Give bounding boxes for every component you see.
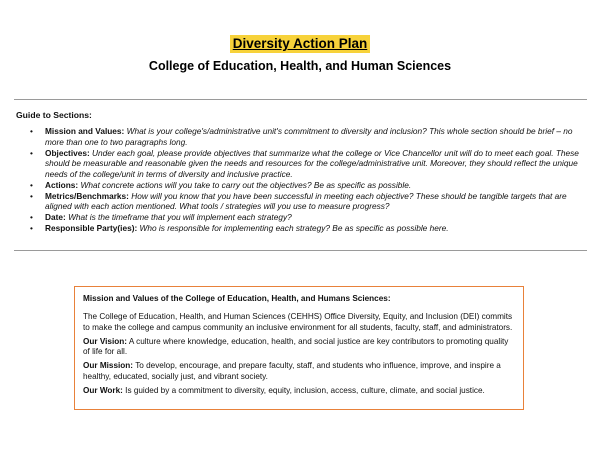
guide-item-responsible-parties [16,223,582,234]
mission-values-box [74,286,524,410]
mission-text: To develop, encourage, and prepare faculty, staff, and students who influence, improve, and inspire a healthy, educated, socially just, and vibrant society. [83,361,501,381]
guide-item-text: How will you know that you have been successful in meeting each objective? These should be tangible targets that are aligned with each action mentioned. What tools / strategies will you use to measure progress? [45,190,567,211]
guide-item-term: Date: [45,212,66,222]
mission-box-heading: Mission and Values of the College of Education, Health, and Humans Sciences: [83,294,391,303]
document-subtitle: College of Education, Health, and Human Sciences [148,59,452,73]
guide-item-objectives [16,148,582,180]
guide-item-term: Objectives: [45,147,90,158]
guide-item-term: Actions: [45,179,79,190]
guide-item-term: Metrics/Benchmarks: [45,190,129,201]
document-title: Diversity Action Plan [230,35,371,53]
mission-label: Our Mission: [83,361,134,371]
guide-item-mission-values [16,126,582,147]
guide-item-term: Responsible Party(ies): [45,223,138,233]
guide-item-date [16,212,582,223]
guide-item-actions [16,180,582,191]
guide-item-text: Under each goal, please provide objectives that summarize what the college or Vice Chancellor unit will do to meet each goal. These should be measurable and reasonable given the needs and resources for the college/administrative unit. Moreover, they should reflect the unique needs of the college/unit in terms of diversity and inclusive practice. [45,147,579,179]
vision-paragraph [83,337,515,358]
bullet-icon: • [30,147,33,158]
bullet-icon: • [30,223,33,233]
guide-item-text: What concrete actions will you take to carry out the objectives? Be as specific as possible. [80,179,412,190]
work-text: Is guided by a commitment to diversity, equity, inclusion, access, culture, climate, and social justice. [125,386,485,396]
title-wrap [0,35,600,53]
work-paragraph [83,386,515,396]
vision-label: Our Vision: [83,336,127,346]
bullet-icon: • [30,126,33,136]
bullet-icon: • [30,179,33,190]
mission-paragraph [83,361,515,382]
guide-item-text: What is your college's/administrative unit's commitment to diversity and inclusion? This whole section should be brief – no more than one to two paragraphs long. [45,126,573,147]
guide-item-text: Who is responsible for implementing each strategy? Be as specific as possible here. [139,223,449,233]
guide-item-metrics [16,191,582,212]
bottom-divider [14,250,587,251]
work-label: Our Work: [83,386,123,396]
guide-list [16,126,582,234]
mission-intro: The College of Education, Health, and Human Sciences (CEHHS) Office Diversity, Equity, and Inclusion (DEI) commits to make the college and campus community an inclusive environment for all students, faculty, staff, and administrators. [83,312,513,332]
top-divider [14,99,587,100]
bullet-icon: • [30,212,33,222]
guide-item-term: Mission and Values: [45,126,125,136]
bullet-icon: • [30,190,33,201]
guide-heading: Guide to Sections: [16,110,92,120]
guide-item-text: What is the timeframe that you will implement each strategy? [68,212,292,222]
vision-text: A culture where knowledge, education, health, and social justice are key contributors to promoting quality of life for all. [83,336,509,357]
